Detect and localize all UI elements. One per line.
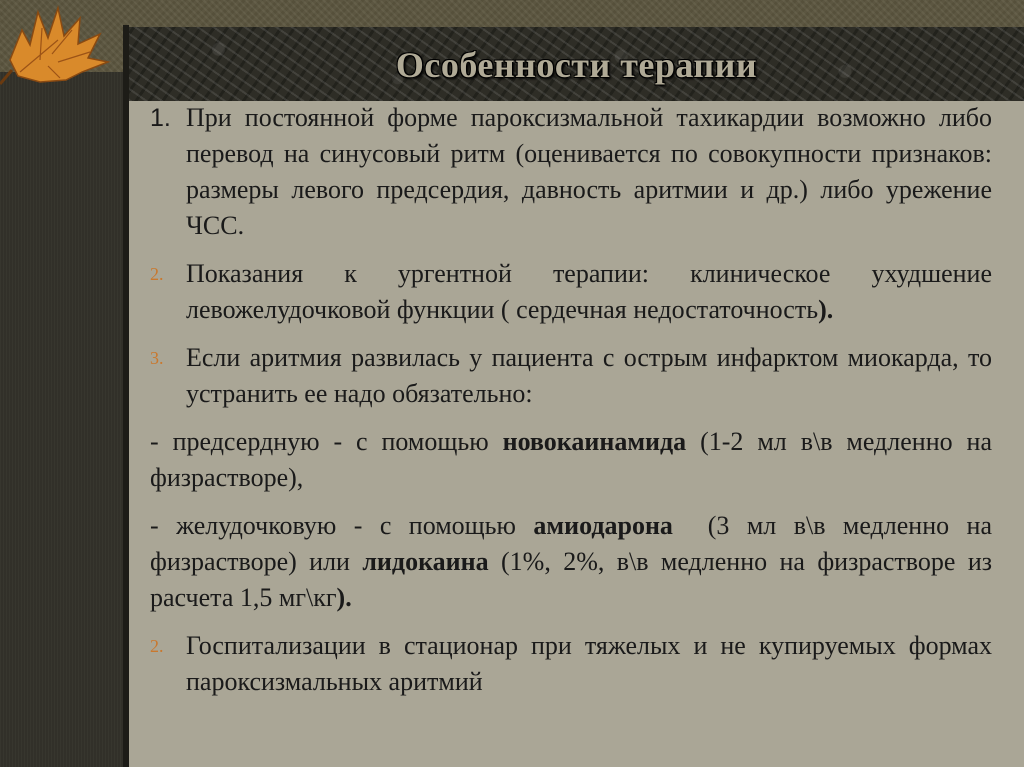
paragraph-bold-tail: ). (336, 583, 352, 612)
list-item-text: При постоянной форме пароксизмальной тахикардии возможно либо перевод на синусовый ритм (оценивается по совокупности признаков: размеры левого предсердия, давность аритмии и др.) либо урежение ЧСС. (186, 103, 992, 240)
list-item-2 (150, 256, 992, 328)
list-item-bold-tail: ). (818, 295, 834, 324)
list-item-text: Показания к ургентной терапии: клиническое ухудшение левожелудочковой функции ( сердечная недостаточность (186, 259, 992, 324)
slide-body (150, 100, 999, 712)
paragraph-text: - предсердную - с помощью (150, 427, 503, 456)
list-number: 2. (150, 636, 164, 656)
left-decorative-bar (0, 72, 128, 767)
paragraph-atrial (150, 424, 992, 496)
paragraph-text: (3 мл в\в медленно на физрастворе) или (150, 511, 999, 576)
autumn-leaf-icon (0, 0, 120, 90)
slide-title: Особенности терапии (395, 45, 758, 85)
paragraph-text: - желудочковую - с помощью (150, 511, 534, 540)
paragraph-text: (1-2 мл в\в медленно на физрастворе), (150, 427, 992, 492)
list-item-text: Госпитализации в стационар при тяжелых и не купируемых формах пароксизмальных аритмий (186, 631, 992, 696)
paragraph-ventricular (150, 508, 999, 616)
paragraph-text: (1%, 2%, в\в медленно на физрастворе из расчета 1,5 мг\кг (150, 547, 992, 612)
list-item-text: Если аритмия развилась у пациента с острым инфарктом миокарда, то устранить ее надо обязательно: (186, 343, 992, 408)
drug-name-novocainamide: новокаинамида (502, 427, 687, 456)
list-number: 2. (150, 264, 164, 284)
list-item-4 (150, 628, 992, 700)
list-number: 3. (150, 348, 164, 368)
list-item-3 (150, 340, 992, 412)
drug-name-amiodarone: амиодарона (533, 511, 673, 540)
list-number: 1. (150, 104, 171, 132)
list-item-1 (150, 100, 992, 244)
drug-name-lidocaine: лидокаина (362, 547, 489, 576)
